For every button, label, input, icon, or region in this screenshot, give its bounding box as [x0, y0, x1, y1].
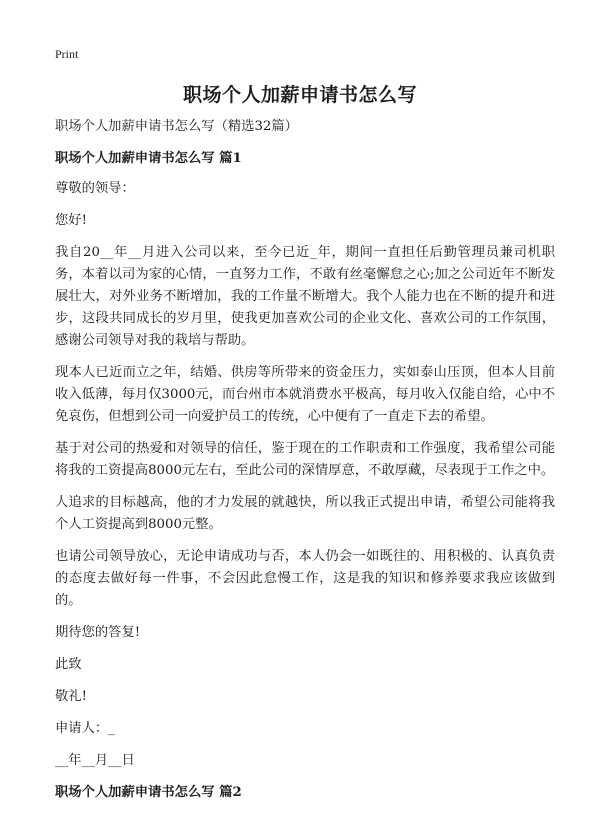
document-title: 职场个人加薪申请书怎么写 — [182, 84, 417, 106]
section-heading-2: 职场个人加薪申请书怎么写 篇2 — [55, 785, 242, 800]
applicant-line: 申请人：_ — [55, 721, 115, 736]
paragraph: 基于对公司的热爱和对领导的信任，鉴于现在的工作职责和工作强度，我希望公司能将我的工资提高8000元左右，至此公司的深情厚意，不敢厚藏，尽表现于工作之中。 — [55, 441, 555, 478]
closing-line: 此致 — [55, 657, 82, 672]
document-subtitle: 职场个人加薪申请书怎么写（精选32篇） — [55, 119, 298, 134]
paragraph: 我自20__年__月进入公司以来，至今已近_年，期间一直担任后勤管理员兼司机职务，本着以司为家的心情，一直努力工作，不敢有丝毫懈怠之心;加之公司近年不断发展壮大，对外业务不断增加，我的工作量不断增大。我个人能力也在不断的提升和进步，这段共同成长的岁月里，使我更加喜欢公司的企业文化、喜欢公司的工作氛围，感谢公司领导对我的栽培与帮助。 — [55, 245, 555, 348]
greeting: 您好! — [55, 213, 87, 228]
salutation: 尊敬的领导： — [55, 181, 135, 196]
paragraph: 现本人已近而立之年，结婚、供房等所带来的资金压力，实如泰山压顶，但本人目前收入低薄，每月仅3000元，而台州市本就消费水平极高，每月收入仅能自给，心中不免哀伤，但想到公司一向爱护员工的传统，心中便有了一直走下去的希望。 — [55, 365, 555, 424]
date-line: __年__月__日 — [55, 753, 135, 768]
closing-line: 敬礼! — [55, 689, 87, 704]
document-body — [55, 116, 555, 812]
print-link[interactable]: Print — [55, 47, 79, 61]
paragraph: 人追求的目标越高，他的才力发展的就越快，所以我正式提出申请，希望公司能将我个人工资提高到8000元整。 — [55, 495, 555, 532]
section-heading-1: 职场个人加薪申请书怎么写 篇1 — [55, 151, 242, 166]
closing-line: 期待您的答复! — [55, 625, 141, 640]
paragraph: 也请公司领导放心，无论申请成功与否，本人仍会一如既往的、用积极的、认真负责的态度去做好每一件事，不会因此怠慢工作，这是我的知识和修养要求我应该做到的。 — [55, 549, 555, 608]
